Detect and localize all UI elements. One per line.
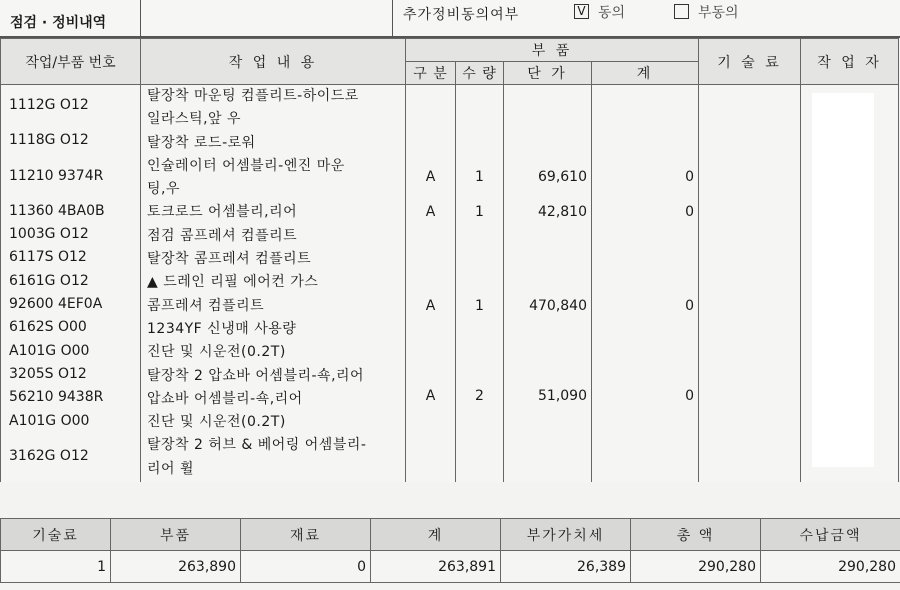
totals-value-sum: 263,891 bbox=[371, 551, 501, 583]
totals-value-materials: 0 bbox=[241, 551, 371, 583]
part-code: 1003G O12 bbox=[9, 226, 89, 243]
part-total: 0 bbox=[685, 297, 694, 314]
totals-header-grand-total: 총 액 bbox=[631, 519, 761, 551]
totals-header-sum: 계 bbox=[371, 519, 501, 551]
part-qty: 1 bbox=[475, 297, 484, 314]
part-code: 6117S O12 bbox=[9, 249, 87, 266]
description-column bbox=[141, 85, 406, 485]
total-column bbox=[592, 85, 699, 485]
unit-price-column bbox=[504, 85, 592, 485]
part-unit-price: 51,090 bbox=[538, 387, 587, 404]
part-unit-price: 470,840 bbox=[529, 297, 587, 314]
totals-value-vat: 26,389 bbox=[501, 551, 631, 583]
part-code: A101G O00 bbox=[9, 342, 90, 359]
divider bbox=[140, 0, 141, 38]
part-code: A101G O00 bbox=[9, 412, 90, 429]
agree-checkbox[interactable]: V bbox=[574, 4, 589, 19]
col-qty-header: 수 량 bbox=[456, 62, 504, 85]
work-description: 일라스틱,앞 우 bbox=[147, 111, 242, 128]
section-header bbox=[0, 0, 900, 40]
part-code: 3162G O12 bbox=[9, 447, 89, 464]
part-qty: 1 bbox=[475, 169, 484, 185]
col-parts-group-header: 부 품 bbox=[406, 39, 699, 62]
work-description: 진단 및 시운전(0.2T) bbox=[147, 414, 286, 431]
totals-table bbox=[0, 518, 900, 583]
totals-header-labor: 기술료 bbox=[1, 519, 111, 551]
disagree-label: 부동의 bbox=[698, 5, 739, 21]
part-category: A bbox=[425, 169, 436, 185]
blank-area bbox=[0, 482, 900, 518]
part-qty: 1 bbox=[475, 204, 484, 221]
redacted-worker-name bbox=[812, 93, 874, 467]
part-category: A bbox=[425, 297, 436, 314]
work-description: 토크로드 어셈블리,리어 bbox=[147, 204, 298, 221]
part-code: 92600 4EF0A bbox=[9, 296, 103, 313]
work-description: 탈장착 마운팅 컴플리트-하이드로 bbox=[147, 88, 359, 104]
col-category-header: 구 분 bbox=[406, 62, 456, 85]
totals-header-paid: 수납금액 bbox=[761, 519, 900, 551]
part-code: 1112G O12 bbox=[9, 97, 89, 113]
totals-value-labor: 1 bbox=[1, 551, 111, 583]
work-description: 탈장착 콤프레셔 컴플리트 bbox=[147, 251, 312, 268]
part-unit-price: 42,810 bbox=[538, 204, 587, 221]
col-total-header: 계 bbox=[592, 62, 699, 85]
col-labor-header: 기 술 료 bbox=[699, 39, 801, 85]
part-code: 6161G O12 bbox=[9, 272, 89, 289]
consent-label: 추가정비동의여부 bbox=[403, 7, 520, 23]
totals-header-vat: 부가가치세 bbox=[501, 519, 631, 551]
part-code: 56210 9438R bbox=[9, 389, 104, 406]
work-description: 인슐레이터 어셈블리-엔진 마운 bbox=[147, 157, 345, 174]
part-category: A bbox=[425, 204, 436, 221]
part-category: A bbox=[425, 387, 436, 404]
part-code: 11210 9374R bbox=[9, 167, 104, 184]
totals-header-parts: 부품 bbox=[111, 519, 241, 551]
work-description: 콤프레셔 컴플리트 bbox=[147, 297, 265, 314]
part-total: 0 bbox=[685, 169, 694, 185]
part-total: 0 bbox=[685, 387, 694, 404]
work-description: ▲ 드레인 리필 에어컨 가스 bbox=[147, 274, 319, 291]
category-column bbox=[406, 85, 456, 485]
totals-value-parts: 263,890 bbox=[111, 551, 241, 583]
section-title: 점검 · 정비내역 bbox=[10, 15, 107, 31]
agree-label: 동의 bbox=[598, 5, 626, 21]
work-detail-table bbox=[0, 38, 899, 485]
totals-value-paid: 290,280 bbox=[761, 551, 900, 583]
work-description: 리어 휠 bbox=[147, 460, 195, 477]
qty-column bbox=[456, 85, 504, 485]
col-code-header: 작업/부품 번호 bbox=[1, 39, 141, 85]
work-description: 탈장착 2 압쇼바 어셈블리-쇽,리어 bbox=[147, 367, 365, 384]
col-worker-header: 작 업 자 bbox=[801, 39, 899, 85]
totals-header-materials: 재료 bbox=[241, 519, 371, 551]
part-unit-price: 69,610 bbox=[538, 169, 587, 185]
work-description: 점검 콤프레셔 컴플리트 bbox=[147, 227, 298, 244]
col-unit-price-header: 단 가 bbox=[504, 62, 592, 85]
part-code: 1118G O12 bbox=[9, 132, 89, 149]
labor-column bbox=[699, 85, 801, 485]
work-description: 1234YF 신냉매 사용량 bbox=[147, 320, 297, 337]
part-code: 11360 4BA0B bbox=[9, 202, 105, 219]
work-description: 진단 및 시운전(0.2T) bbox=[147, 344, 286, 361]
col-description-header: 작 업 내 용 bbox=[141, 39, 406, 85]
part-code: 3205S O12 bbox=[9, 365, 87, 382]
divider bbox=[392, 0, 393, 38]
work-description: 압쇼바 어셈블리-쇽,리어 bbox=[147, 390, 303, 407]
disagree-checkbox[interactable] bbox=[674, 4, 689, 19]
work-description: 탈장착 2 허브 & 베어링 어셈블리- bbox=[147, 437, 367, 454]
part-code: 6162S O00 bbox=[9, 319, 87, 336]
work-description: 탈장착 로드-로워 bbox=[147, 134, 256, 151]
code-column bbox=[1, 85, 141, 485]
part-qty: 2 bbox=[475, 387, 484, 404]
totals-value-grand-total: 290,280 bbox=[631, 551, 761, 583]
work-description: 팅,우 bbox=[147, 181, 180, 198]
part-total: 0 bbox=[685, 204, 694, 221]
